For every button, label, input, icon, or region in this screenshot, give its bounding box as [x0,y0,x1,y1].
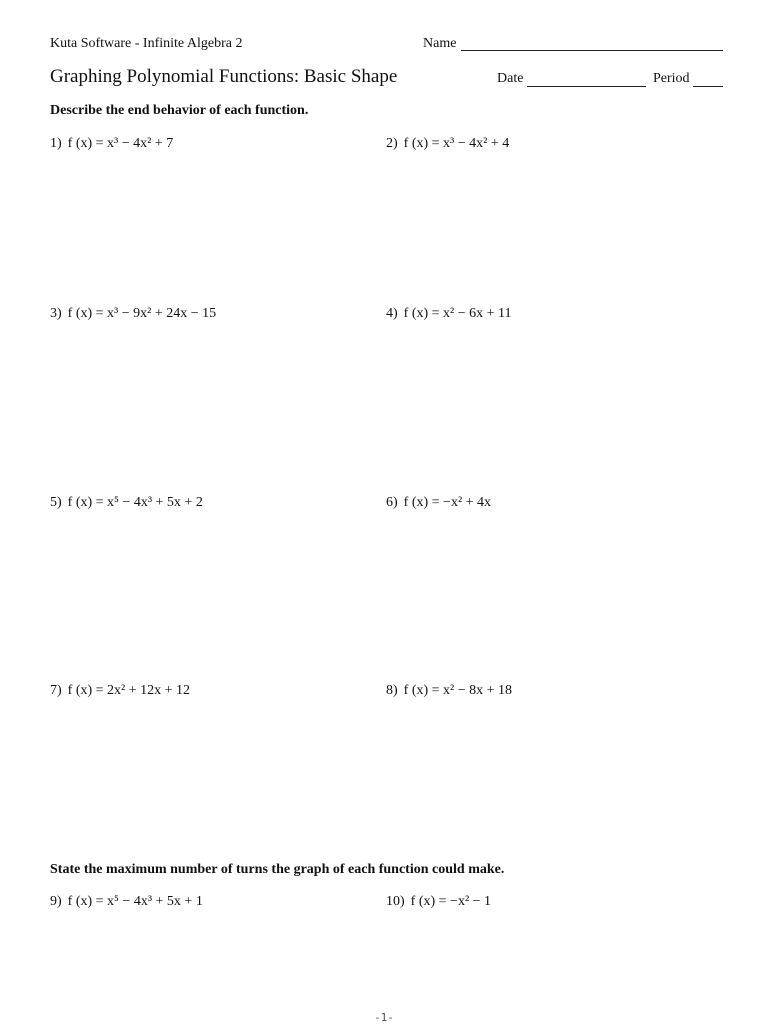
problem-number: 4) [386,306,398,321]
problem-item [50,683,190,699]
section-instruction: Describe the end behavior of each function. [50,103,309,118]
software-name: Kuta Software - Infinite Algebra 2 [50,36,243,51]
problem-number: 1) [50,136,62,151]
problem-item [386,136,509,152]
problem-expression: f (x) = x³ − 4x² + 7 [67,136,174,151]
period-label: Period [653,71,690,86]
problem-number: 7) [50,683,62,698]
problem-expression: f (x) = x⁵ − 4x³ + 5x + 1 [67,894,203,909]
problem-expression: f (x) = x⁵ − 4x³ + 5x + 2 [67,495,203,510]
section-instruction: State the maximum number of turns the graph of each function could make. [50,862,505,877]
problem-expression: f (x) = x³ − 4x² + 4 [403,136,510,151]
problem-expression: f (x) = −x² − 1 [410,894,492,909]
problem-expression: f (x) = x² − 8x + 18 [403,683,513,698]
problem-number: 2) [386,136,398,151]
problem-item [50,306,216,322]
problem-item [386,894,491,910]
problem-item [386,683,512,699]
problem-item [386,495,491,511]
problem-number: 9) [50,894,62,909]
problem-number: 5) [50,495,62,510]
problem-expression: f (x) = x² − 6x + 11 [403,306,512,321]
problem-number: 3) [50,306,62,321]
problem-number: 8) [386,683,398,698]
name-label: Name [423,36,457,51]
problem-item [386,306,512,322]
page-number: -1- [374,1011,394,1024]
problem-item [50,136,173,152]
worksheet-title: Graphing Polynomial Functions: Basic Shape [50,66,398,87]
problem-item [50,495,203,511]
problem-item [50,894,203,910]
date-field-line[interactable] [527,86,646,87]
problem-number: 6) [386,495,398,510]
problem-expression: f (x) = x³ − 9x² + 24x − 15 [67,306,217,321]
problem-expression: f (x) = −x² + 4x [403,495,492,510]
date-label: Date [497,71,524,86]
name-field-line[interactable] [461,50,723,51]
problem-expression: f (x) = 2x² + 12x + 12 [67,683,191,698]
period-field-line[interactable] [693,86,723,87]
problem-number: 10) [386,894,405,909]
